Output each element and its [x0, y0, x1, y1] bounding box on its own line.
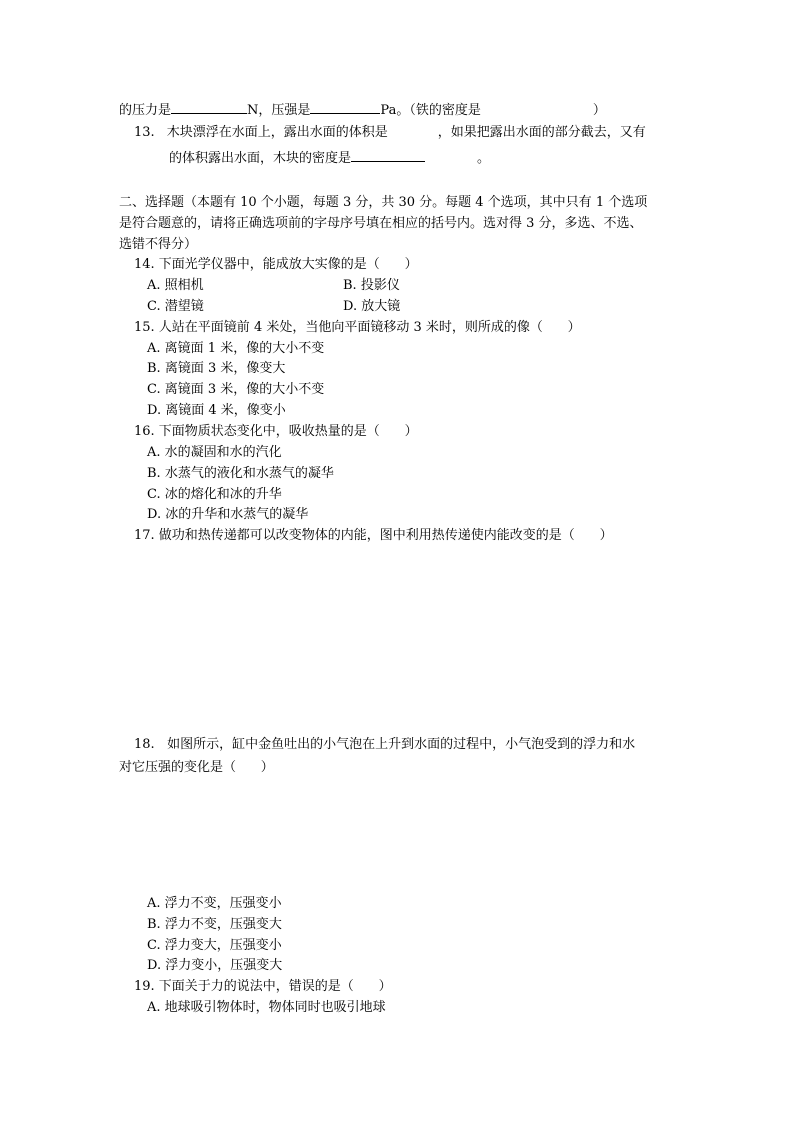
- q12-text-1: 的压力是: [119, 103, 172, 118]
- q16-option-d: D. 冰的升华和水蒸气的凝华: [147, 507, 309, 522]
- q12-blank-pressure: [171, 100, 247, 114]
- q13-text-1b: ，如果把露出水面的部分截去，又有: [437, 125, 646, 140]
- q16-option-a: A. 水的凝固和水的汽化: [147, 445, 282, 460]
- q18-option-d: D. 浮力变小，压强变大: [147, 958, 283, 973]
- q14-stem: 14. 下面光学仪器中，能成放大实像的是（ ）: [134, 257, 418, 272]
- q14-option-d: D. 放大镜: [343, 299, 401, 314]
- section2-line-3: 选错不得分）: [119, 237, 198, 252]
- q14-option-a: A. 照相机: [147, 278, 204, 293]
- q18-option-a: A. 浮力不变，压强变小: [147, 896, 282, 911]
- q17-figure-area: [119, 552, 679, 722]
- q19-stem: 19. 下面关于力的说法中，错误的是（ ）: [134, 979, 392, 994]
- q15-stem: 15. 人站在平面镜前 4 米处，当他向平面镜移动 3 米时，则所成的像（ ）: [134, 320, 581, 335]
- q13-number: 13.: [134, 125, 155, 140]
- q16-stem: 16. 下面物质状态变化中，吸收热量的是（ ）: [134, 424, 418, 439]
- q12-text-4: ）: [592, 103, 606, 118]
- q15-option-b: B. 离镜面 3 米，像变大: [147, 361, 286, 376]
- q13-line-1: [134, 125, 646, 141]
- q15-option-d: D. 离镜面 4 米，像变小: [147, 403, 286, 418]
- section2-line-2: 是符合题意的，请将正确选项前的字母序号填在相应的括号内。选对得 3 分，多选、不选、: [119, 216, 643, 231]
- q13-text-2a: 的体积露出水面，木块的密度是: [169, 151, 352, 166]
- q15-option-a: A. 离镜面 1 米，像的大小不变: [147, 341, 325, 356]
- q14-option-b: B. 投影仪: [343, 278, 400, 293]
- q15-option-c: C. 离镜面 3 米，像的大小不变: [147, 382, 325, 397]
- section2-line-1: 二、选择题（本题有 10 个小题，每题 3 分，共 30 分。每题 4 个选项，其中只有 1 个选项: [119, 195, 648, 210]
- q18-option-c: C. 浮力变大，压强变小: [147, 938, 282, 953]
- q17-stem: 17. 做功和热传递都可以改变物体的内能，图中利用热传递使内能改变的是（ ）: [134, 528, 613, 543]
- q18-figure-area: [119, 782, 679, 892]
- q12-text-2: N，压强是: [247, 103, 311, 118]
- q14-option-c: C. 潜望镜: [147, 299, 204, 314]
- q12-text-3: Pa。（铁的密度是: [380, 103, 481, 118]
- q12-blank-pa: [310, 100, 380, 114]
- q13-line-2: [169, 148, 490, 167]
- q18-line-2: 对它压强的变化是（ ）: [119, 760, 274, 775]
- q19-option-a: A. 地球吸引物体时，物体同时也吸引地球: [147, 1000, 386, 1015]
- q13-text-1a: 木块漂浮在水面上，露出水面的体积是: [166, 125, 388, 140]
- q13-blank-density: [351, 148, 425, 162]
- q12-tail-line: [119, 100, 606, 119]
- q16-option-c: C. 冰的熔化和冰的升华: [147, 487, 282, 502]
- q16-option-b: B. 水蒸气的液化和水蒸气的凝华: [147, 466, 334, 481]
- q18-line-1: 18. 如图所示，缸中金鱼吐出的小气泡在上升到水面的过程中，小气泡受到的浮力和水: [134, 737, 636, 752]
- q13-text-2b: 。: [477, 151, 491, 166]
- q18-option-b: B. 浮力不变，压强变大: [147, 917, 282, 932]
